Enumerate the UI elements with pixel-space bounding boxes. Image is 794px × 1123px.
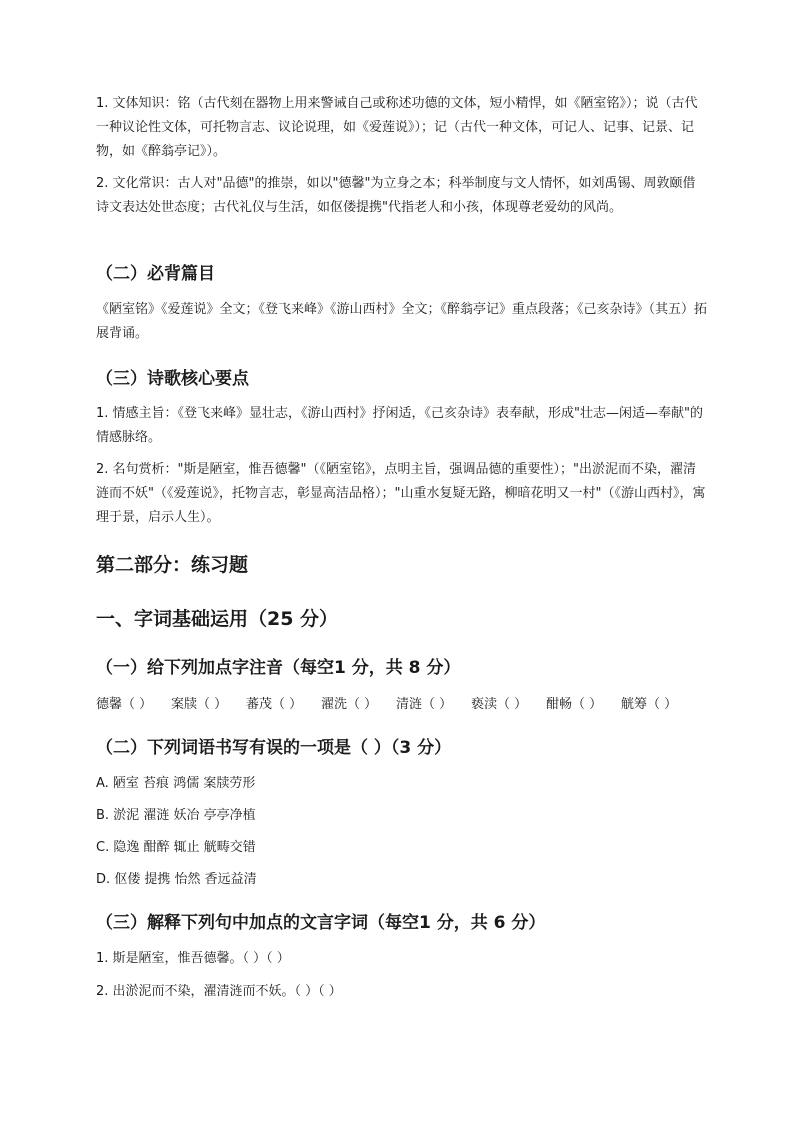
classical-sentence-2: 2. 出淤泥而不染，濯清涟而不妖。（ ）（ ）	[96, 984, 342, 999]
subquestion-heading-pinyin: （一）给下列加点字注音（每空1 分，共 8 分）	[96, 658, 461, 678]
pinyin-word: 酣畅（ ）	[546, 697, 603, 712]
knowledge-item-1: 1. 文体知识：铭（古代刻在器物上用来警诫自己或称述功德的文体，短小精悍，如《陋室铭》）；说（古代一种议论性文体，可托物言志、议论说理，如《爱莲说》）；记（古代一种文体，可记人、记事、记景、记物，如《醉翁亭记》）。	[96, 96, 698, 159]
pinyin-word: 清涟（ ）	[396, 697, 453, 712]
part-heading-exercises: 第二部分：练习题	[96, 554, 249, 576]
subquestion-heading-spelling: （二）下列词语书写有误的一项是（ ）（3 分）	[96, 738, 452, 758]
choice-option-b: B. 淤泥 濯涟 妖冶 亭亭净植	[96, 808, 256, 823]
question-heading-vocabulary: 一、字词基础运用（25 分）	[96, 608, 339, 630]
pinyin-word: 案牍（ ）	[171, 697, 228, 712]
pinyin-word: 亵渎（ ）	[471, 697, 528, 712]
knowledge-item-2: 2. 文化常识：古人对"品德"的推崇，如以"德馨"为立身之本；科举制度与文人情怀，如刘禹锡、周敦颐借诗文表达处世态度；古代礼仪与生活，如伛偻提携"代指老人和小孩，体现尊老爱幼的风尚。	[96, 176, 696, 215]
pinyin-word: 蕃茂（ ）	[246, 697, 303, 712]
choice-option-d: D. 伛偻 提携 怡然 香远益清	[96, 872, 257, 887]
pinyin-word-list	[96, 695, 696, 715]
classical-sentence-1: 1. 斯是陋室，惟吾德馨。（ ）（ ）	[96, 951, 290, 966]
pinyin-word: 德馨（ ）	[96, 697, 153, 712]
choice-option-c: C. 隐逸 酣醉 辄止 觥畴交错	[96, 840, 256, 855]
pinyin-word: 觥筹（ ）	[621, 697, 678, 712]
section-heading-poetry-points: （三）诗歌核心要点	[96, 369, 249, 389]
poetry-point-1: 1. 情感主旨：《登飞来峰》显壮志，《游山西村》抒闲适，《己亥杂诗》表奉献，形成"壮志—闲适—奉献"的情感脉络。	[96, 406, 703, 445]
section-heading-required-texts: （二）必背篇目	[96, 264, 215, 284]
poetry-point-2: 2. 名句赏析："斯是陋室，惟吾德馨"（《陋室铭》，点明主旨，强调品德的重要性）；"出淤泥而不染，濯清涟而不妖"（《爱莲说》，托物言志，彰显高洁品格）；"山重水复疑无路，柳暗花明又一村"（《游山西村》，寓理于景，启示人生）。	[96, 462, 706, 525]
required-texts-list: 《陋室铭》《爱莲说》全文；《登飞来峰》《游山西村》全文；《醉翁亭记》重点段落；《己亥杂诗》（其五）拓展背诵。	[96, 302, 708, 341]
pinyin-word: 濯洗（ ）	[321, 697, 378, 712]
choice-option-a: A. 陋室 苔痕 鸿儒 案牍劳形	[96, 776, 256, 791]
subquestion-heading-classical-words: （三）解释下列句中加点的文言字词（每空1 分，共 6 分）	[96, 913, 546, 933]
